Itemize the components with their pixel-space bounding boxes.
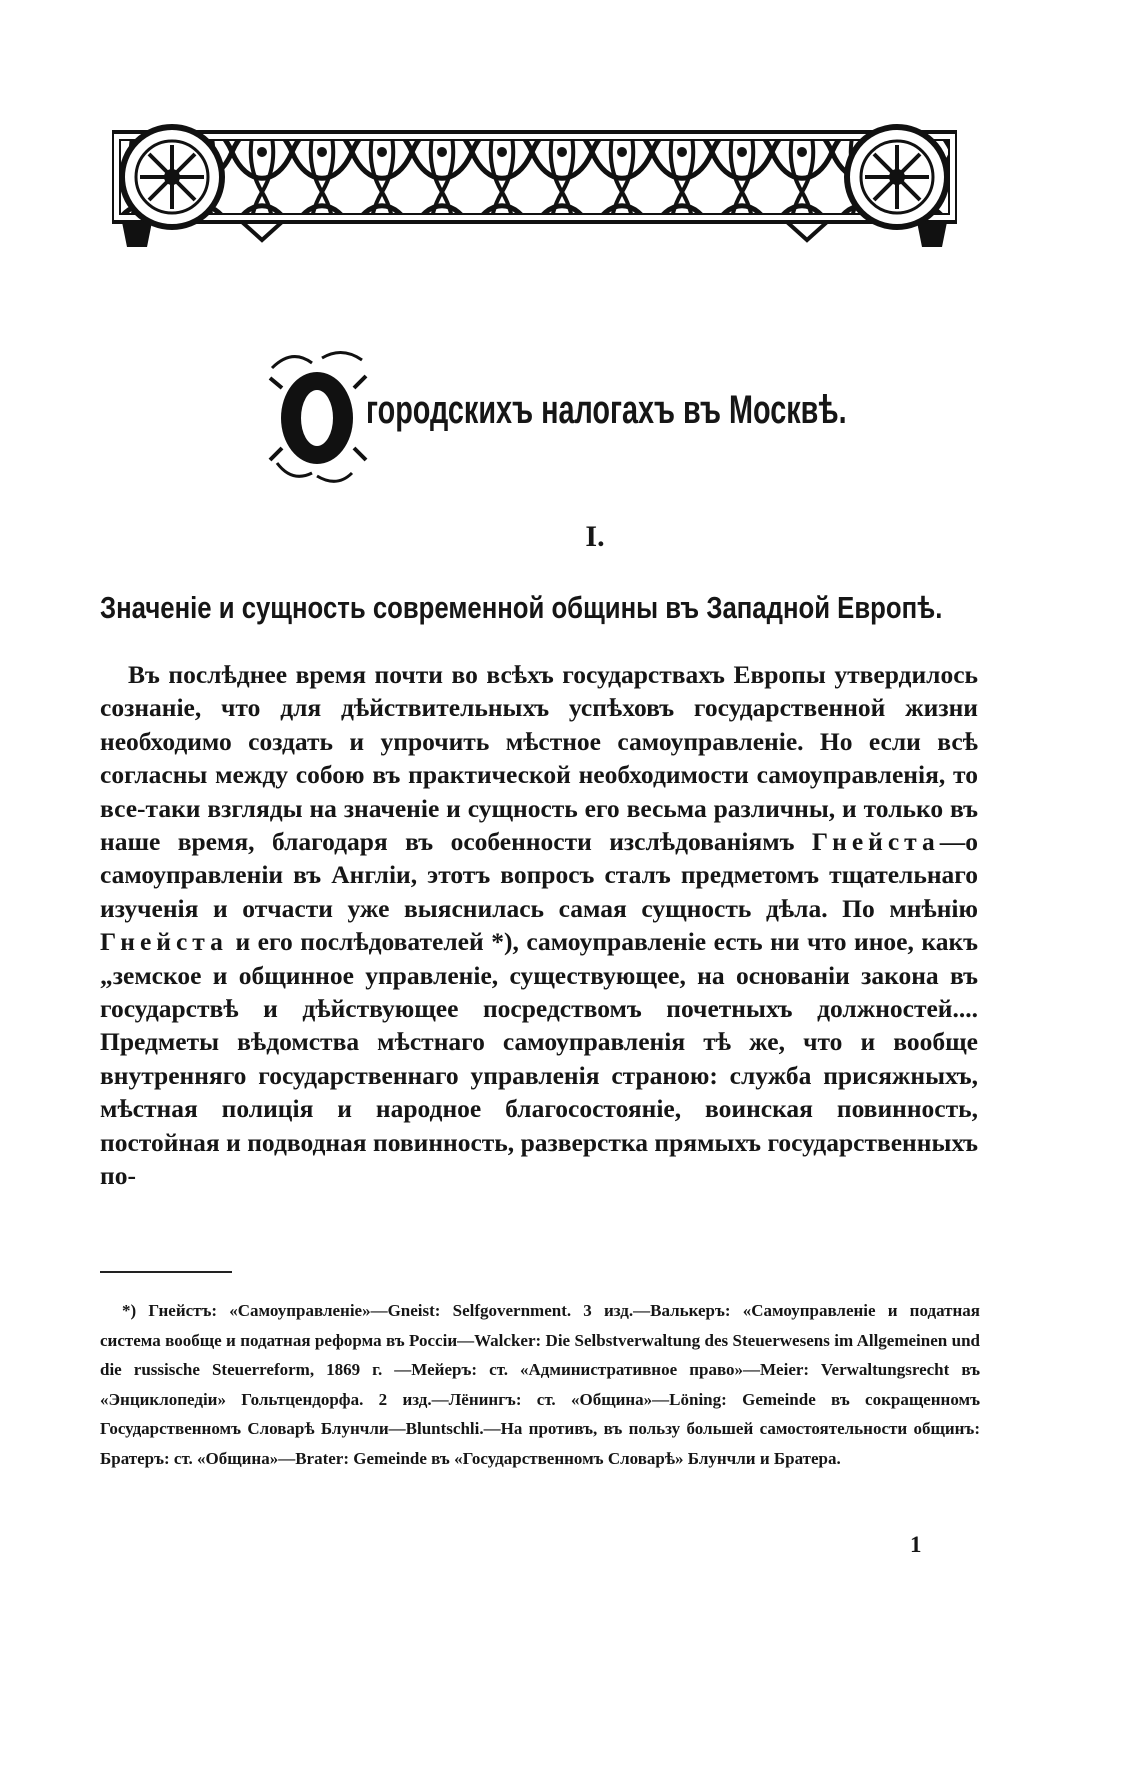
page-number: 1	[910, 1532, 922, 1557]
body-segment-1: Въ послѣднее время почти во всѣхъ государствахъ Европы утвердилось сознанiе, что для дѣйствительныхъ успѣховъ государственной жизни необходимо создать и упрочить мѣстное самоуправленiе. Но если всѣ согласны между собою въ практической необходимости самоуправленiя, то все-таки взгляды на значенiе и сущность его весьма различны, и только въ наше время, благодаря въ особенности изслѣдованiямъ	[100, 660, 978, 857]
decorated-initial	[262, 348, 372, 488]
section-number: I.	[585, 520, 605, 553]
floral-initial-icon	[262, 348, 372, 488]
section-heading: Значенiе и сущность современной общины въ Западной Европѣ.	[100, 590, 943, 625]
author-name-gneist-2: Гнейста	[100, 927, 228, 957]
footnote-text: *) Гнейстъ: «Самоуправленiе»—Gneist: Selfgovernment. 3 изд.—Валькеръ: «Самоуправленiе и податная система вообще и податная реформа въ Россiи—Walcker: Die Selbstverwaltung des Steuerwesens im Allgemeinen und die russische Steuerreform, 1869 г. —Мейеръ: ст. «Административное право»—Meier: Verwaltungsrecht въ «Энциклопедiи» Гольтцендорфа. 2 изд.—Лёнингъ: ст. «Община»—Löning: Gemeinde въ сокращенномъ Государственномъ Словарѣ Блунчли—Bluntschli.—На противъ, въ пользу большей самостоятельности общинъ: Братеръ: ст. «Община»—Brater: Gemeinde въ «Государственномъ Словарѣ» Блунчли и Братера.	[100, 1301, 980, 1468]
body-segment-2: —о самоуправленiи въ Англiи, этотъ вопросъ сталъ предметомъ тщательнаго изученiя и отчасти уже выяснилась самая сущность дѣла. По мнѣнiю	[100, 827, 979, 923]
chapter-title	[262, 348, 847, 488]
footnote	[100, 1296, 980, 1474]
title-text: городскихъ налогахъ въ Москвѣ.	[366, 388, 847, 432]
initial-letter	[262, 348, 263, 349]
footnote-rule	[100, 1271, 232, 1273]
body-paragraph	[100, 658, 978, 1193]
body-segment-3: и его послѣдователей *), самоуправленiе есть ни что иное, какъ „земское и общинное управленiе, существующее, на основанiи закона въ государствѣ и дѣйствующее посредствомъ почетныхъ должностей.... Предметы вѣдомства мѣстнаго самоуправленiя тѣ же, что и вообще внутренняго государственнаго управленiя страною: служба присяжныхъ, мѣстная полицiя и народное благосостоянiе, воинская повинность, постойная и подводная повинность, разверстка прямыхъ государственныхъ по-	[100, 927, 978, 1191]
knotwork-ornament-icon	[112, 112, 957, 262]
author-name-gneist: Гнейста	[811, 827, 940, 857]
ornament-header	[112, 112, 957, 262]
